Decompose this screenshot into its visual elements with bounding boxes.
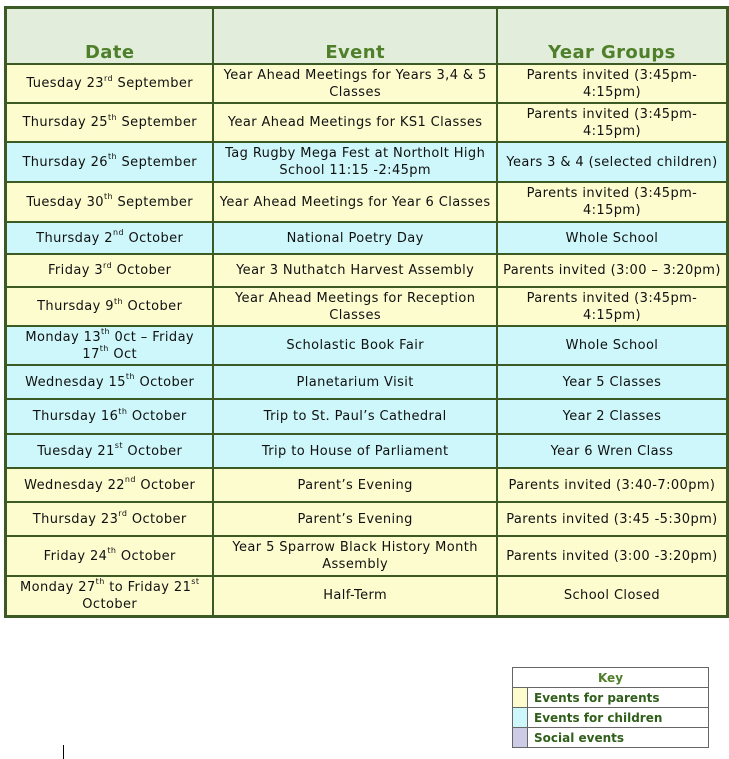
date-ordinal: th: [118, 406, 128, 416]
date-cell: [6, 502, 214, 536]
date-cell: [6, 182, 214, 222]
date-text: Monday 27: [20, 579, 96, 595]
table-row: [6, 222, 728, 254]
date-text: Thursday 23: [32, 511, 119, 527]
date-text: September: [116, 154, 197, 170]
key-item-social: [513, 728, 709, 748]
date-text: 17: [82, 346, 100, 362]
table-header-row: [6, 8, 728, 65]
year-groups-cell: Year 5 Classes: [497, 365, 728, 399]
key-item-children: [513, 708, 709, 728]
date-text: Thursday 26: [22, 154, 108, 170]
date-text: Thursday 9: [37, 299, 114, 314]
date-ordinal: rd: [103, 73, 114, 83]
date-text: October: [122, 443, 183, 459]
date-text: October: [135, 477, 196, 493]
year-groups-cell: Parents invited (3:40-7:00pm): [497, 468, 728, 502]
table-row: [6, 142, 728, 182]
date-cell: [6, 576, 214, 616]
table-row: [6, 576, 728, 616]
date-text: Oct: [108, 346, 137, 362]
table-row: [6, 103, 728, 142]
year-groups-cell: Whole School: [497, 222, 728, 254]
event-cell: Planetarium Visit: [213, 365, 496, 399]
date-text: October: [127, 409, 187, 424]
date-text: October: [123, 230, 184, 246]
date-cell: [6, 254, 214, 287]
date-ordinal: st: [191, 577, 200, 587]
date-ordinal: rd: [118, 509, 128, 519]
year-groups-cell: School Closed: [497, 576, 728, 616]
year-groups-cell: Parents invited (3:00 – 3:20pm): [497, 254, 728, 287]
key-legend: [512, 667, 709, 748]
key-title: Key: [513, 668, 709, 688]
year-groups-cell: Parents invited (3:45pm-4:15pm): [497, 103, 728, 142]
date-ordinal: th: [107, 112, 117, 122]
year-groups-cell: Year 2 Classes: [497, 399, 728, 434]
table-row: [6, 399, 728, 434]
date-cell: [6, 142, 214, 182]
date-ordinal: nd: [124, 475, 136, 485]
key-item-parents: [513, 688, 709, 708]
key-label: Social events: [528, 728, 709, 748]
year-groups-cell: Parents invited (3:45pm-4:15pm): [497, 182, 728, 222]
date-text: Friday 3: [48, 263, 104, 278]
date-text: Wednesday 15: [25, 374, 126, 390]
date-text: Tuesday 30: [26, 194, 104, 210]
date-text: October: [127, 511, 187, 527]
event-cell: National Poetry Day: [213, 222, 496, 254]
year-groups-cell: Parents invited (3:45pm-4:15pm): [497, 64, 728, 103]
table-row: [6, 254, 728, 287]
event-cell: Scholastic Book Fair: [213, 326, 496, 365]
date-ordinal: th: [107, 546, 117, 556]
date-text: Friday 24: [43, 548, 108, 564]
event-cell: Half-Term: [213, 576, 496, 616]
event-cell: Year Ahead Meetings for KS1 Classes: [213, 103, 496, 142]
date-text: September: [113, 76, 194, 91]
date-cell: [6, 434, 214, 468]
date-text: Thursday 16: [32, 409, 119, 424]
date-cell: [6, 64, 214, 103]
parents-swatch: [513, 688, 528, 708]
table-row: [6, 536, 728, 576]
year-groups-cell: Parents invited (3:45pm-4:15pm): [497, 287, 728, 326]
event-cell: Year 3 Nuthatch Harvest Assembly: [213, 254, 496, 287]
table-row: [6, 468, 728, 502]
date-column-header: Date: [6, 8, 214, 65]
event-cell: Parent’s Evening: [213, 468, 496, 502]
date-text: Monday 13: [25, 329, 101, 345]
table-row: [6, 502, 728, 536]
date-ordinal: th: [99, 344, 109, 354]
date-ordinal: th: [107, 152, 117, 162]
year-groups-cell: Years 3 & 4 (selected children): [497, 142, 728, 182]
event-cell: Tag Rugby Mega Fest at Northolt High School 11:15 -2:45pm: [213, 142, 496, 182]
date-text: October: [82, 596, 138, 612]
table-row: [6, 365, 728, 399]
date-ordinal: st: [114, 441, 123, 451]
date-cell: [6, 536, 214, 576]
date-ordinal: th: [101, 327, 111, 337]
social-swatch: [513, 728, 528, 748]
date-cell: [6, 103, 214, 142]
table-row: [6, 182, 728, 222]
date-text: 0ct – Friday: [110, 329, 195, 345]
date-text: September: [116, 115, 197, 130]
date-cell: [6, 222, 214, 254]
event-cell: Trip to St. Paul’s Cathedral: [213, 399, 496, 434]
year-groups-cell: Parents invited (3:00 -3:20pm): [497, 536, 728, 576]
year-groups-cell: Whole School: [497, 326, 728, 365]
event-column-header: Event: [213, 8, 496, 65]
date-text: Tuesday 23: [26, 76, 104, 91]
key-label: Events for children: [528, 708, 709, 728]
date-text: Tuesday 21: [37, 443, 115, 459]
event-cell: Parent’s Evening: [213, 502, 496, 536]
table-row: [6, 326, 728, 365]
date-ordinal: th: [95, 577, 105, 587]
table-row: [6, 64, 728, 103]
date-cell: [6, 399, 214, 434]
date-ordinal: th: [125, 372, 135, 382]
year-groups-cell: Parents invited (3:45 -5:30pm): [497, 502, 728, 536]
event-cell: Year Ahead Meetings for Year 6 Classes: [213, 182, 496, 222]
year-groups-column-header: Year Groups: [497, 8, 728, 65]
date-cell: [6, 287, 214, 326]
table-row: [6, 434, 728, 468]
date-ordinal: nd: [112, 228, 124, 238]
date-text: October: [134, 374, 195, 390]
event-cell: Year Ahead Meetings for Years 3,4 & 5 Classes: [213, 64, 496, 103]
year-groups-cell: Year 6 Wren Class: [497, 434, 728, 468]
date-text: October: [116, 548, 176, 564]
date-ordinal: rd: [103, 260, 113, 270]
date-cell: [6, 468, 214, 502]
date-cell: [6, 365, 214, 399]
date-text: to Friday 21: [104, 579, 192, 595]
date-ordinal: th: [103, 192, 113, 202]
date-text: Thursday 2: [36, 230, 113, 246]
date-ordinal: th: [113, 296, 123, 306]
date-text: October: [112, 263, 172, 278]
date-text: Wednesday 22: [24, 477, 125, 493]
date-text: Thursday 25: [22, 115, 108, 130]
key-label: Events for parents: [528, 688, 709, 708]
event-cell: Trip to House of Parliament: [213, 434, 496, 468]
event-cell: Year 5 Sparrow Black History Month Assembly: [213, 536, 496, 576]
table-row: [6, 287, 728, 326]
text-cursor: [63, 745, 64, 759]
events-table: [4, 6, 729, 618]
date-cell: [6, 326, 214, 365]
date-text: October: [122, 299, 183, 314]
event-cell: Year Ahead Meetings for Reception Classes: [213, 287, 496, 326]
children-swatch: [513, 708, 528, 728]
date-text: September: [113, 194, 193, 210]
